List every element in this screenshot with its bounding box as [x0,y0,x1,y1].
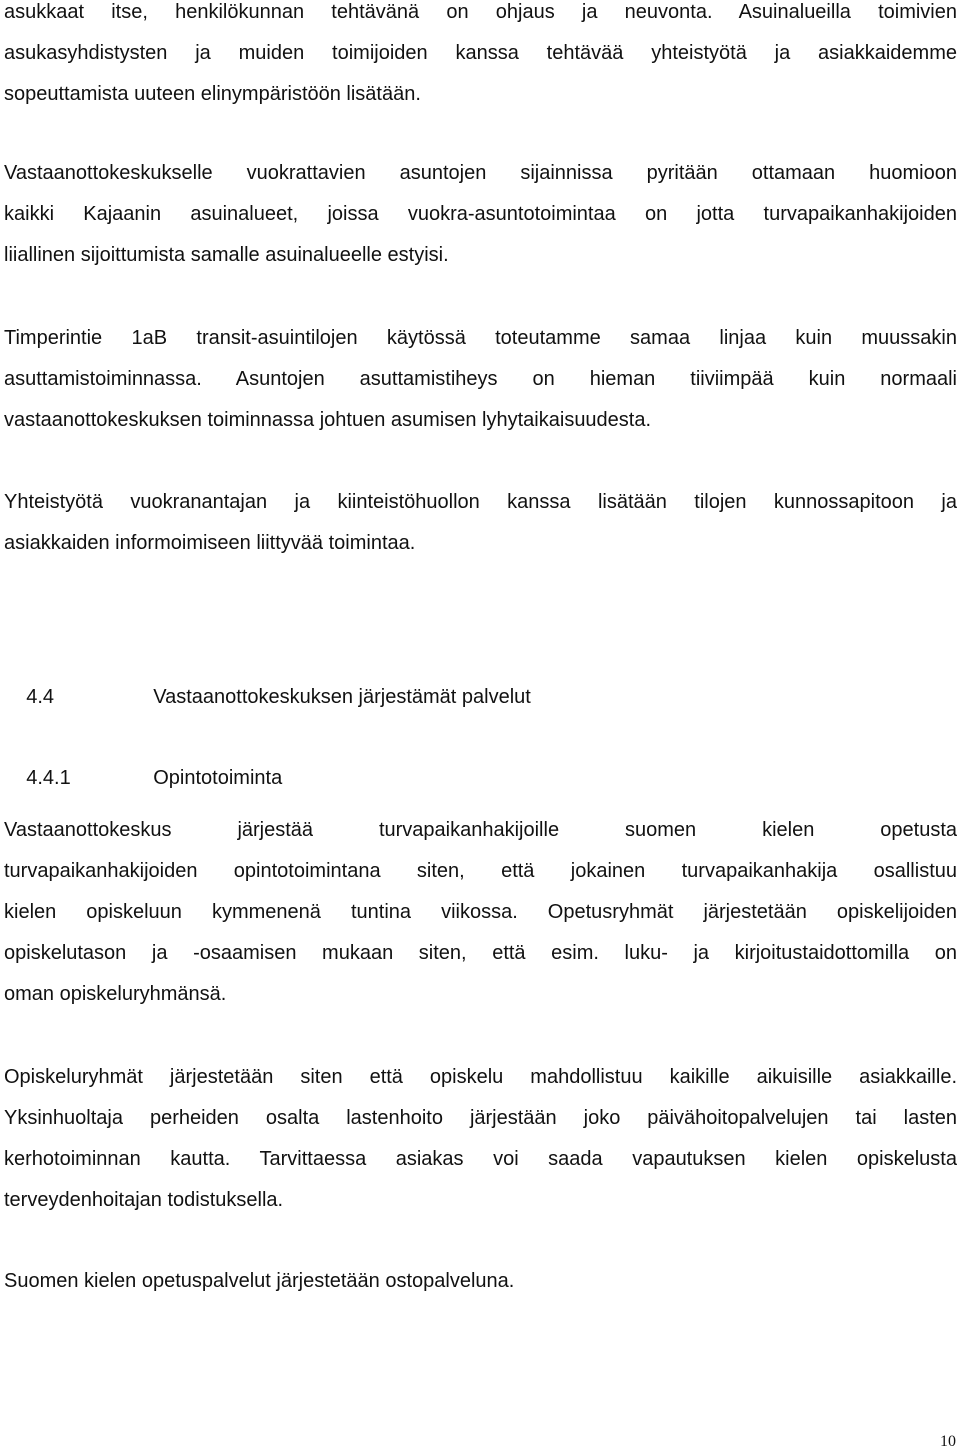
text-line: turvapaikanhakijoiden opintotoimintana siten, että jokainen turvapaikanhakija osallistuu [4,860,957,882]
section-title: Opintotoiminta [153,767,283,789]
section-title: Vastaanottokeskuksen järjestämät palvelut [153,686,531,708]
section-number: 4.4.1 [26,767,71,789]
text-line: Opiskeluryhmät järjestetään siten että opiskelu mahdollistuu kaikille aikuisille asiakkaille. [4,1066,957,1088]
text-line: Timperintie 1aB transit-asuintilojen käytössä toteutamme samaa linjaa kuin muussakin [4,327,957,349]
text-line: asuttamistoiminnassa. Asuntojen asuttamistiheys on hieman tiiviimpää kuin normaali [4,368,957,390]
page-number: 10 [940,1433,956,1450]
text-line: kerhotoiminnan kautta. Tarvittaessa asiakas voi saada vapautuksen kielen opiskelusta [4,1148,957,1170]
section-heading-4-4 [4,652,531,742]
text-line: liiallinen sijoittumista samalle asuinalueelle estyisi. [4,244,449,266]
text-line: sopeuttamista uuteen elinympäristöön lisätään. [4,83,421,105]
text-line: kielen opiskeluun kymmenenä tuntina viikossa. Opetusryhmät järjestetään opiskelijoiden [4,901,957,923]
section-number: 4.4 [26,686,55,708]
text-line: kaikki Kajaanin asuinalueet, joissa vuokra-asuntotoimintaa on jotta turvapaikanhakijoiden [4,203,957,225]
text-line: Vastaanottokeskus järjestää turvapaikanhakijoille suomen kielen opetusta [4,819,957,841]
text-line: asukkaat itse, henkilökunnan tehtävänä on ohjaus ja neuvonta. Asuinalueilla toimivien [4,1,957,23]
text-line: terveydenhoitajan todistuksella. [4,1189,284,1211]
text-line: asukasyhdistysten ja muiden toimijoiden kanssa tehtävää yhteistyötä ja asiakkaidemme [4,42,957,64]
text-line: vastaanottokeskuksen toiminnassa johtuen asumisen lyhytaikaisuudesta. [4,409,652,431]
text-line: Yksinhuoltaja perheiden osalta lastenhoito järjestään joko päivähoitopalvelujen tai lasten [4,1107,957,1129]
text-line: Yhteistyötä vuokranantajan ja kiinteistöhuollon kanssa lisätään tilojen kunnossapitoon ja [4,491,957,513]
text-line: Vastaanottokeskukselle vuokrattavien asuntojen sijainnissa pyritään ottamaan huomioon [4,162,957,184]
text-line: asiakkaiden informoimiseen liittyvää toimintaa. [4,532,416,554]
text-line: oman opiskeluryhmänsä. [4,983,227,1005]
text-line: Suomen kielen opetuspalvelut järjestetään ostopalveluna. [4,1270,515,1292]
text-line: opiskelutason ja -osaamisen mukaan siten, että esim. luku- ja kirjoitustaidottomilla on [4,942,957,964]
